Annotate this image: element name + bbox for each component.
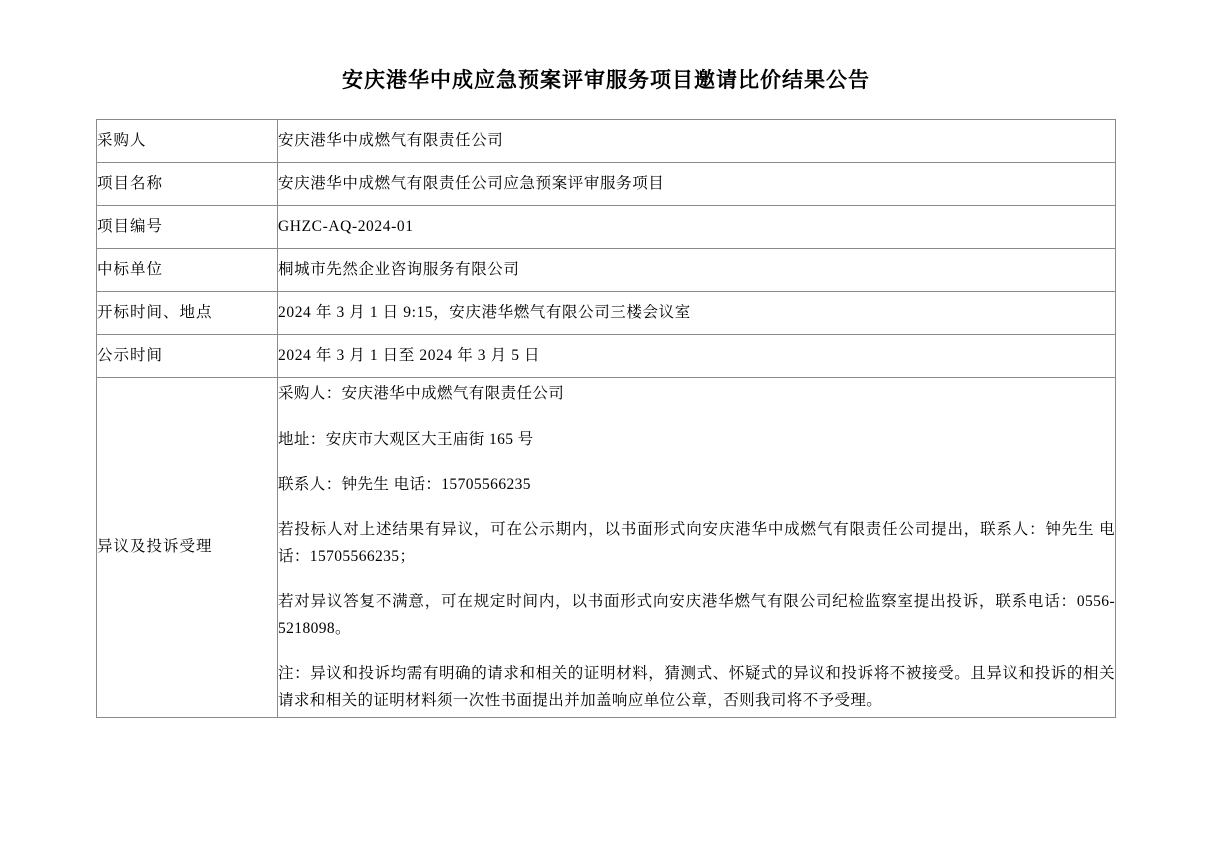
table-row-complaint xyxy=(97,378,1116,717)
row-label-winning-bidder: 中标单位 xyxy=(97,249,278,292)
table-row xyxy=(97,335,1116,378)
row-value-publicity-period: 2024 年 3 月 1 日至 2024 年 3 月 5 日 xyxy=(278,335,1116,378)
table-row xyxy=(97,249,1116,292)
row-value-bid-opening: 2024 年 3 月 1 日 9:15，安庆港华燃气有限公司三楼会议室 xyxy=(278,292,1116,335)
row-value-winning-bidder: 桐城市先然企业咨询服务有限公司 xyxy=(278,249,1116,292)
row-value-purchaser: 安庆港华中成燃气有限责任公司 xyxy=(278,120,1116,163)
row-label-bid-opening: 开标时间、地点 xyxy=(97,292,278,335)
table-row xyxy=(97,163,1116,206)
complaint-paragraph: 采购人：安庆港华中成燃气有限责任公司 xyxy=(278,385,565,403)
row-value-complaint xyxy=(278,378,1116,717)
page-title: 安庆港华中成应急预案评审服务项目邀请比价结果公告 xyxy=(342,69,870,92)
row-label-complaint: 异议及投诉受理 xyxy=(97,378,278,717)
complaint-paragraph: 地址：安庆市大观区大王庙街 165 号 xyxy=(278,430,534,448)
complaint-paragraph: 若对异议答复不满意，可在规定时间内，以书面形式向安庆港华燃气有限公司纪检监察室提出投诉，联系电话：0556-5218098。 xyxy=(278,593,1115,638)
complaint-paragraph: 注：异议和投诉均需有明确的请求和相关的证明材料，猜测式、怀疑式的异议和投诉将不被接受。且异议和投诉的相关请求和相关的证明材料须一次性书面提出并加盖响应单位公章，否则我司将不予受理。 xyxy=(278,665,1115,710)
table-row xyxy=(97,292,1116,335)
complaint-paragraph: 联系人：钟先生 电话：15705566235 xyxy=(278,475,531,493)
row-value-project-name: 安庆港华中成燃气有限责任公司应急预案评审服务项目 xyxy=(278,163,1116,206)
row-label-project-number: 项目编号 xyxy=(97,206,278,249)
row-label-publicity-period: 公示时间 xyxy=(97,335,278,378)
notice-table-body xyxy=(97,120,1116,717)
row-label-project-name: 项目名称 xyxy=(97,163,278,206)
row-label-purchaser: 采购人 xyxy=(97,120,278,163)
row-value-project-number: GHZC-AQ-2024-01 xyxy=(278,206,1116,249)
table-row xyxy=(97,120,1116,163)
table-row xyxy=(97,206,1116,249)
complaint-paragraph: 若投标人对上述结果有异议，可在公示期内，以书面形式向安庆港华中成燃气有限责任公司提出，联系人：钟先生 电话：15705566235； xyxy=(278,520,1115,565)
notice-table xyxy=(96,119,1116,717)
